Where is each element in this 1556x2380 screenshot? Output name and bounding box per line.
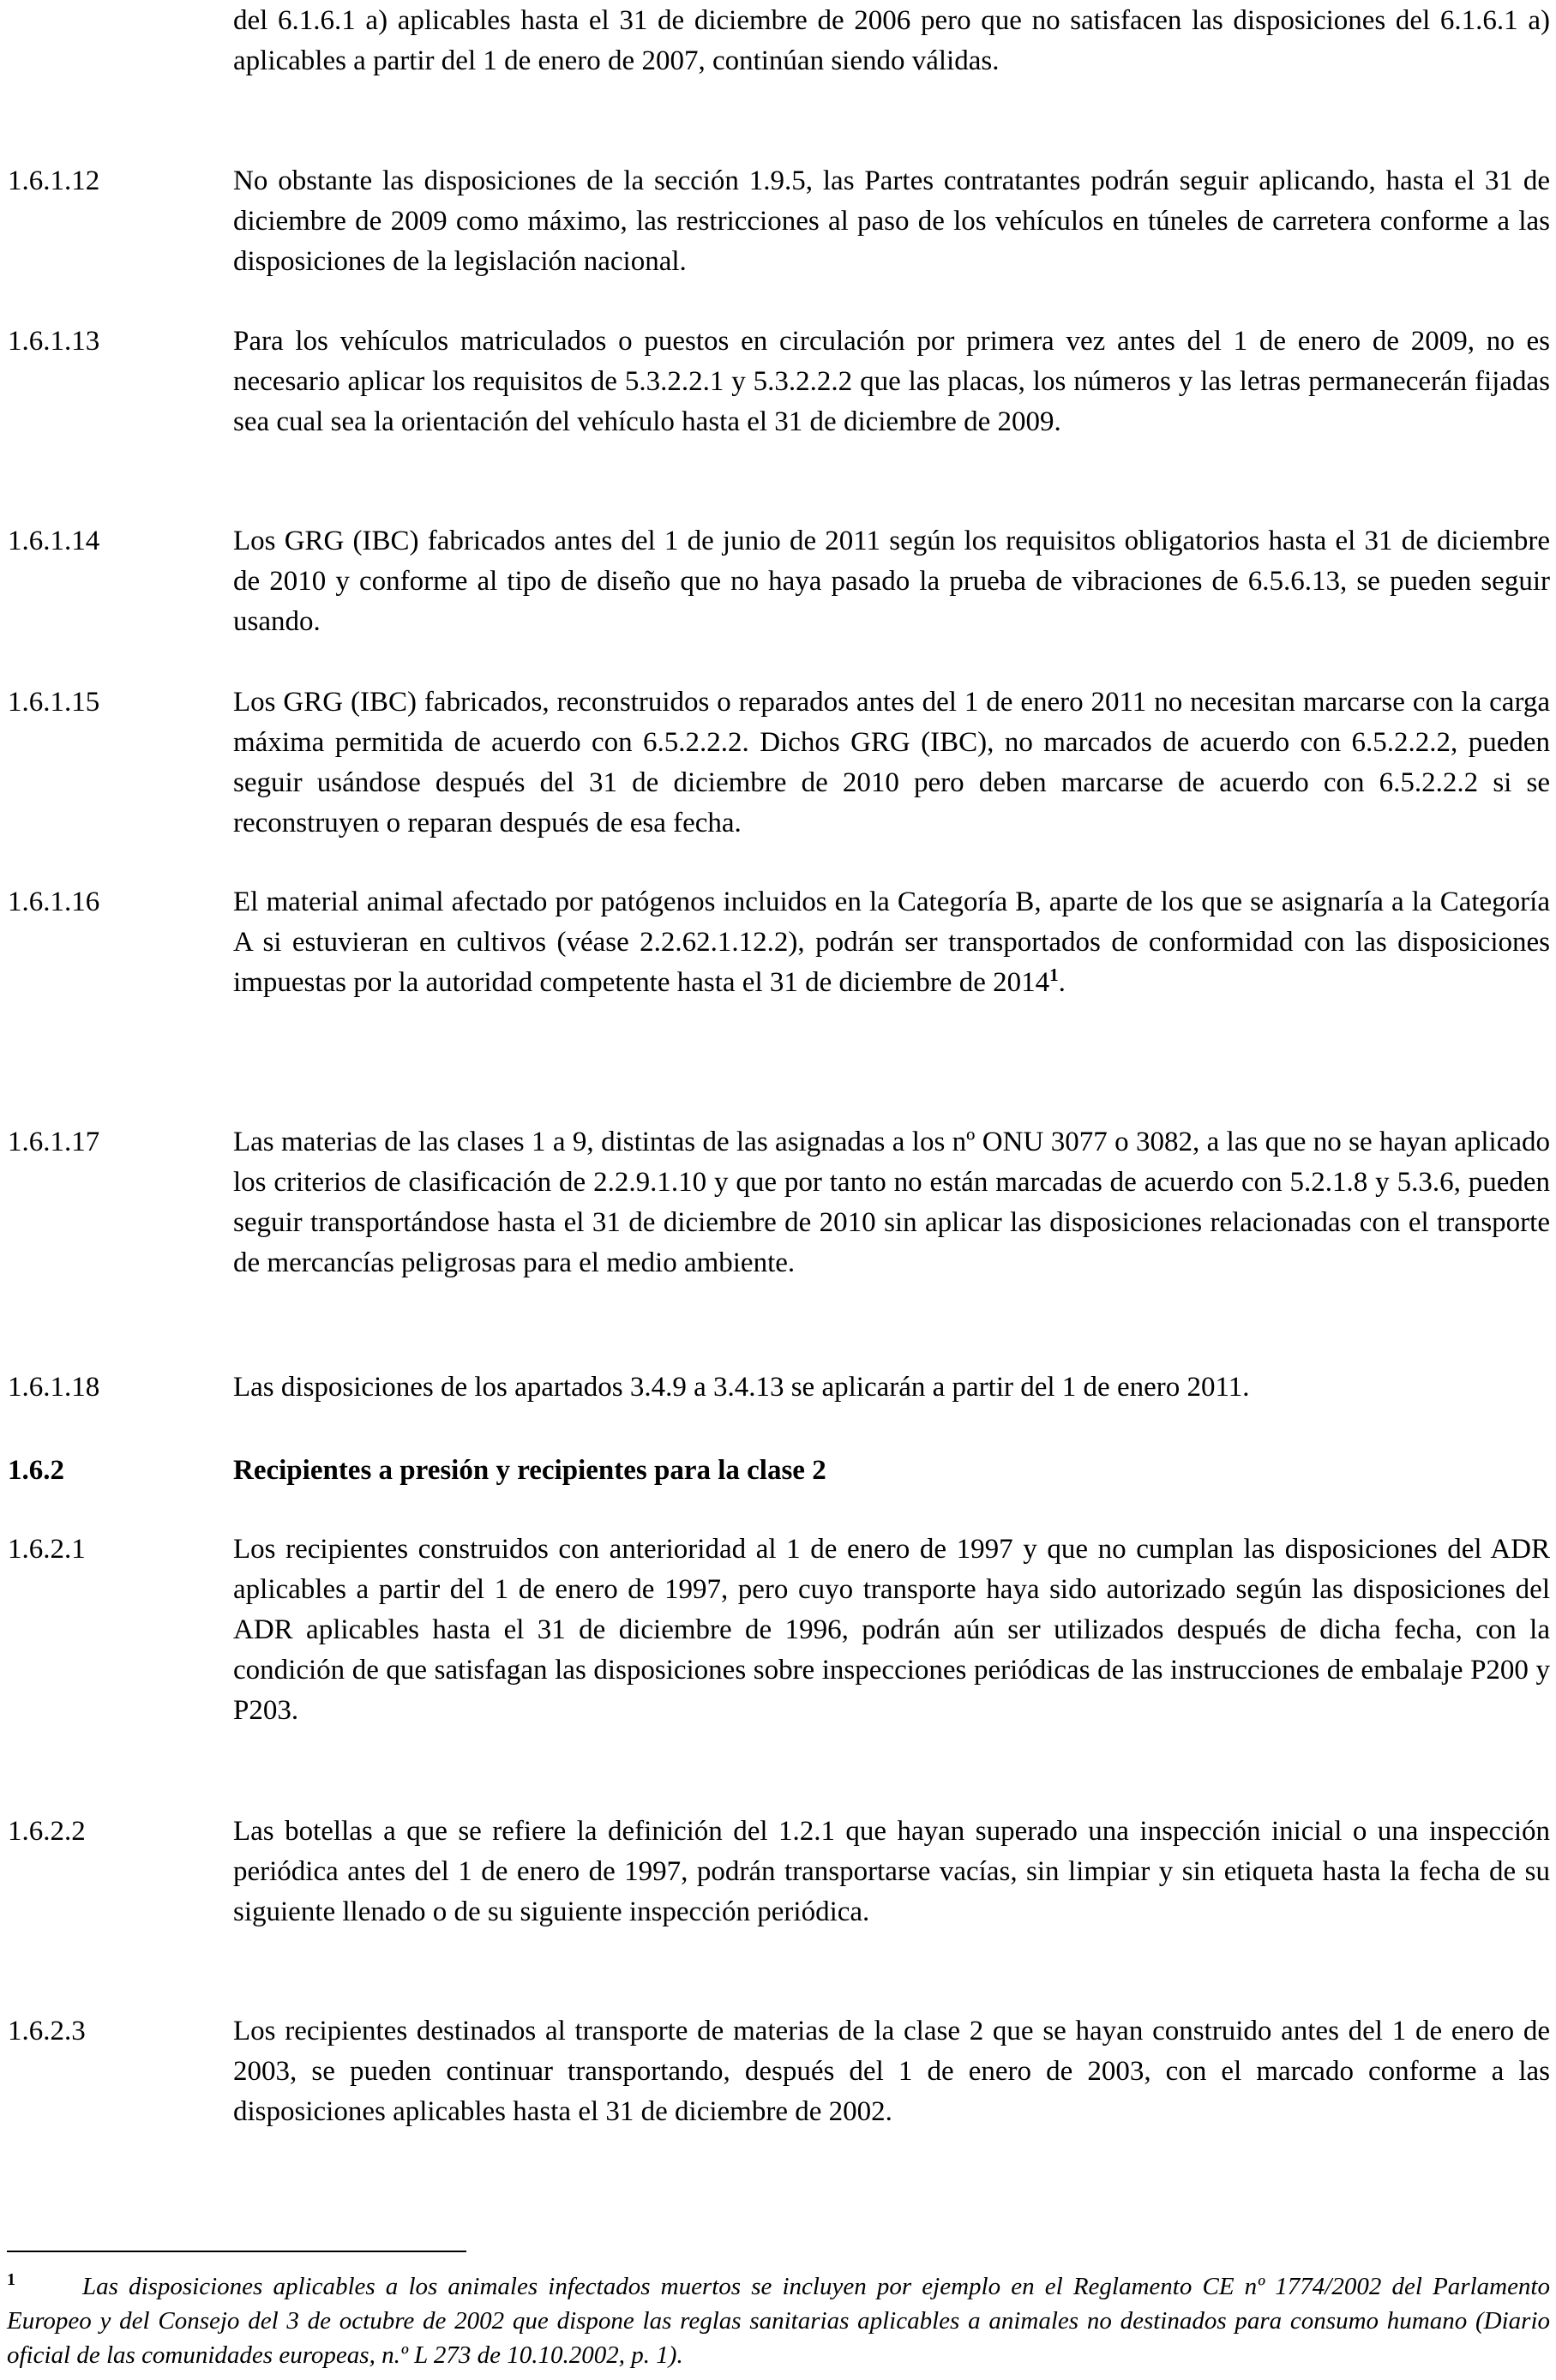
paragraph-text: Para los vehículos matriculados o puestos en circulación por primera vez antes del 1 de enero de 2009, no es necesario aplicar los requisitos de 5.3.2.2.1 y 5.3.2.2.2 que las placas, los números y las letras permanecerán fijadas sea cual sea la orientación del vehículo hasta el 31 de diciembre de 2009.: [233, 326, 1550, 437]
paragraph-number: 1.6.1.18: [8, 1372, 100, 1403]
paragraph-text: Los recipientes construidos con anterioridad al 1 de enero de 1997 y que no cumplan las disposiciones del ADR aplicables a partir del 1 de enero de 1997, pero cuyo transporte haya sido autorizado según las disposiciones del ADR aplicables hasta el 31 de diciembre de 1996, podrán aún ser utilizados después de dicha fecha, con la condición de que satisfagan las disposiciones sobre inspecciones periódicas de las instrucciones de embalaje P200 y P203.: [233, 1534, 1550, 1726]
paragraph-text: Los GRG (IBC) fabricados, reconstruidos o reparados antes del 1 de enero 2011 no necesitan marcarse con la carga máxima permitida de acuerdo con 6.5.2.2.2. Dichos GRG (IBC), no marcados de acuerdo con 6.5.2.2.2, pueden seguir usándose después del 31 de diciembre de 2010 pero deben marcarse de acuerdo con 6.5.2.2.2 si se reconstruyen o reparan después de esa fecha.: [233, 687, 1550, 838]
paragraph-number: 1.6.1.13: [8, 326, 100, 357]
paragraph-number: 1.6.2.2: [8, 1816, 86, 1847]
paragraph-number: 1.6.2.1: [8, 1534, 86, 1565]
footnote-separator: [7, 2251, 466, 2252]
paragraph-text: [233, 882, 1550, 1003]
paragraph-text: No obstante las disposiciones de la sección 1.9.5, las Partes contratantes podrán seguir aplicando, hasta el 31 de diciembre de 2009 como máximo, las restricciones al paso de los vehículos en túneles de carretera conforme a las disposiciones de la legislación nacional.: [233, 165, 1550, 277]
paragraph-number: 1.6.1.14: [8, 526, 100, 556]
paragraph-text: del 6.1.6.1 a) aplicables hasta el 31 de diciembre de 2006 pero que no satisfacen las disposiciones del 6.1.6.1 a) aplicables a partir del 1 de enero de 2007, continúan siendo válidas.: [233, 5, 1550, 76]
footnote: [7, 2269, 1550, 2372]
footnote-reference: 1: [1049, 965, 1059, 985]
paragraph-text: Las disposiciones de los apartados 3.4.9 a 3.4.13 se aplicarán a partir del 1 de enero 2011.: [233, 1372, 1250, 1403]
paragraph-text: Los GRG (IBC) fabricados antes del 1 de junio de 2011 según los requisitos obligatorios hasta el 31 de diciembre de 2010 y conforme al tipo de diseño que no haya pasado la prueba de vibraciones de 6.5.6.13, se pueden seguir usando.: [233, 526, 1550, 637]
section-title: Recipientes a presión y recipientes para la clase 2: [233, 1455, 826, 1486]
section-number: 1.6.2: [8, 1455, 64, 1486]
paragraph-number: 1.6.1.15: [8, 687, 100, 718]
footnote-mark: 1: [7, 2270, 15, 2290]
paragraph-text: Las materias de las clases 1 a 9, distintas de las asignadas a los nº ONU 3077 o 3082, a las que no se hayan aplicado los criterios de clasificación de 2.2.9.1.10 y que por tanto no están marcadas de acuerdo con 5.2.1.8 y 5.3.6, pueden seguir transportándose hasta el 31 de diciembre de 2010 sin aplicar las disposiciones relacionadas con el transporte de mercancías peligrosas para el medio ambiente.: [233, 1127, 1550, 1278]
footnote-text: Las disposiciones aplicables a los animales infectados muertos se incluyen por ejemplo en el Reglamento CE nº 1774/2002 del Parlamento Europeo y del Consejo del 3 de octubre de 2002 que dispone las reglas sanitarias aplicables a animales no destinados para consumo humano (Diario oficial de las comunidades europeas, n.º L 273 de 10.10.2002, p. 1).: [7, 2273, 1550, 2369]
paragraph-number: 1.6.1.17: [8, 1127, 100, 1157]
paragraph-number: 1.6.1.16: [8, 886, 100, 917]
paragraph-text-body: El material animal afectado por patógenos incluidos en la Categoría B, aparte de los que se asignaría a la Categoría A si estuvieran en cultivos (véase 2.2.62.1.12.2), podrán ser transportados de conformidad con las disposiciones impuestas por la autoridad competente hasta el 31 de diciembre de 2014: [233, 886, 1550, 998]
paragraph-number: 1.6.1.12: [8, 165, 100, 196]
paragraph-text-end: .: [1058, 967, 1066, 998]
paragraph-number: 1.6.2.3: [8, 2016, 86, 2046]
paragraph-text: Los recipientes destinados al transporte de materias de la clase 2 que se hayan construido antes del 1 de enero de 2003, se pueden continuar transportando, después del 1 de enero de 2003, con el marcado conforme a las disposiciones aplicables hasta el 31 de diciembre de 2002.: [233, 2016, 1550, 2127]
paragraph-text: Las botellas a que se refiere la definición del 1.2.1 que hayan superado una inspección inicial o una inspección periódica antes del 1 de enero de 1997, podrán transportarse vacías, sin limpiar y sin etiqueta hasta la fecha de su siguiente llenado o de su siguiente inspección periódica.: [233, 1816, 1550, 1927]
